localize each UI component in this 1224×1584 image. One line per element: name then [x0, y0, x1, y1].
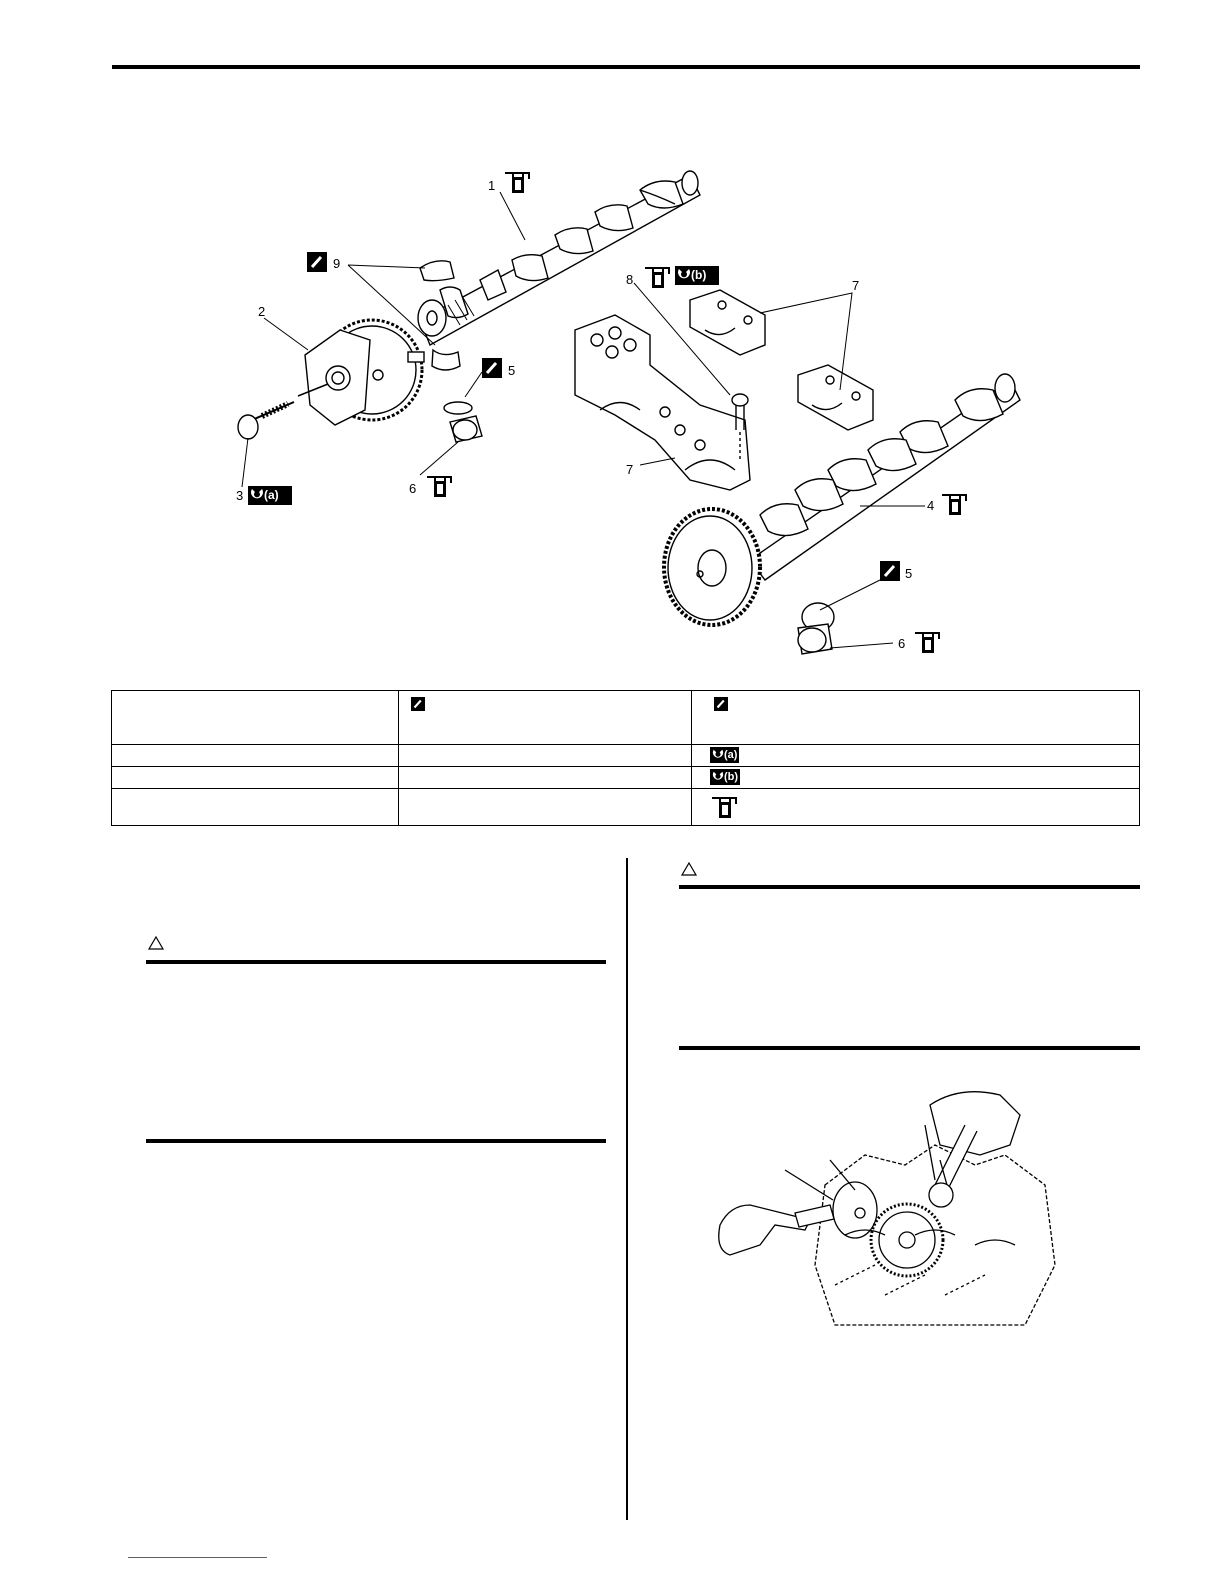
torque-wrench-icon: [712, 770, 724, 782]
exploded-diagram: [0, 0, 1224, 690]
torque-wrench-icon: [712, 748, 724, 760]
label-1: 1: [488, 178, 496, 193]
label-7-housing: 7: [626, 462, 634, 477]
label-6-upper: 6: [409, 481, 417, 496]
torque-badge-b: (b): [675, 266, 719, 285]
oil-can-icon: [643, 265, 673, 289]
oil-can-icon: [913, 630, 943, 654]
oil-can-icon: [503, 170, 533, 194]
lower-bearing-shell: [432, 350, 460, 370]
warning-triangle-icon: [148, 936, 164, 950]
torque-badge-a: (a): [248, 486, 292, 505]
diagram-drawing: [0, 0, 1224, 690]
caution-top-rule: [679, 885, 1140, 889]
torque-wrench-icon: [677, 267, 691, 281]
cam-timing-sprocket: [305, 320, 424, 425]
table-row: [112, 789, 1140, 826]
upper-bearing-shell: [420, 261, 454, 281]
legend-torque-b: (b): [710, 769, 740, 785]
warning-triangle-icon: [681, 862, 697, 876]
do-not-reuse-icon: [411, 697, 425, 711]
do-not-reuse-icon: [880, 561, 900, 581]
caution-bottom-rule: [146, 1139, 606, 1143]
label-3: 3: [236, 488, 244, 503]
column-divider: [626, 858, 628, 1520]
oil-can-icon: [425, 474, 455, 498]
label-7-caps: 7: [852, 278, 860, 293]
do-not-reuse-icon: [714, 697, 728, 711]
table-row: [112, 691, 1140, 745]
label-9: 9: [333, 256, 341, 271]
intake-cam-gear: [664, 509, 760, 625]
caution-bottom-rule: [679, 1046, 1140, 1050]
label-2: 2: [258, 304, 266, 319]
torque-wrench-icon: [250, 487, 264, 501]
camshaft-upper: [418, 171, 700, 345]
label-5-lower: 5: [905, 566, 913, 581]
camshaft-lower: [750, 374, 1020, 580]
label-8: 8: [626, 272, 634, 287]
engine-wrench-drawing: [715, 1085, 1065, 1330]
legend-torque-a: (a): [710, 747, 739, 763]
label-5-upper: 5: [508, 363, 516, 378]
oil-can-icon: [940, 492, 970, 516]
oil-can-icon: [710, 795, 740, 819]
camshaft-caps: [690, 290, 873, 430]
do-not-reuse-icon: [307, 252, 327, 272]
legend-table: [111, 690, 1140, 826]
label-6-lower: 6: [898, 636, 906, 651]
caution-top-rule: [146, 960, 606, 964]
table-row: [112, 745, 1140, 767]
footer-link-underline[interactable]: [128, 1557, 267, 1558]
removal-illustration: [715, 1085, 1065, 1330]
do-not-reuse-icon: [482, 358, 502, 378]
table-row: [112, 767, 1140, 789]
label-4: 4: [927, 498, 935, 513]
